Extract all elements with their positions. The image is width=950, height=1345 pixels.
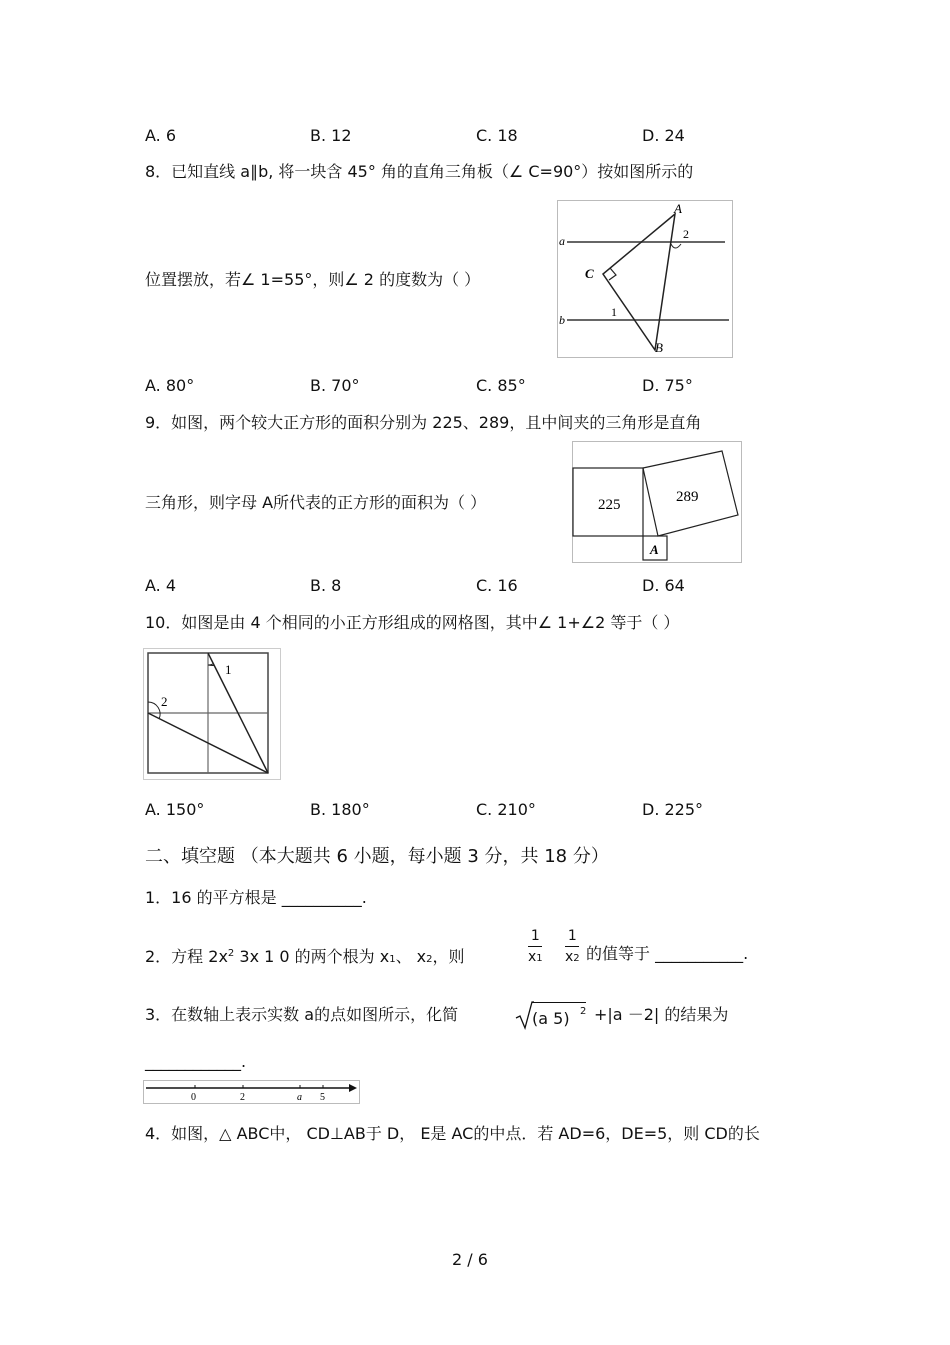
radicand-exponent: 2 [580,1006,587,1017]
q10-option-b: B. 180° [310,800,370,819]
radicand-text: (a 5) [532,1009,570,1028]
tick-label-0: 0 [191,1092,196,1103]
fill-q2-sep: 、 x [395,947,427,966]
fill-q2-sub1: 1 [389,954,396,965]
q8-option-c: C. 85° [476,376,526,395]
sqrt-vinculum [532,1002,586,1003]
label-289: 289 [676,489,699,505]
axis-arrow [349,1084,357,1092]
label-angle-1: 1 [225,662,232,677]
tick-label-a: a [297,1092,302,1103]
q10-option-c: C. 210° [476,800,536,819]
q10-option-a: A. 150° [145,800,205,819]
q8-figure-frame [558,201,733,358]
fill-q2-exponent: 2 [227,948,235,959]
q8-option-d: D. 75° [642,376,693,395]
fraction-2-numerator: 1 [567,928,577,944]
q9-option-b: B. 8 [310,576,342,595]
fill-q2-middle: 3x 1 0 的两个根为 x [234,947,390,966]
fraction-1-denominator: x [528,949,537,965]
q9-stem-line1: 9．如图，两个较大正方形的面积分别为 225、289，且中间夹的三角形是直角 [145,413,702,432]
q9-option-a: A. 4 [145,576,177,595]
q8-option-a: A. 80° [145,376,195,395]
fill-q3-radicand [532,1009,570,1029]
fill-q3-line1b: +|a －2| 的结果为 [594,1005,729,1024]
q7-option-b: B. 12 [310,126,352,145]
number-line-frame [144,1081,360,1104]
q9-option-c: C. 16 [476,576,518,595]
q8-option-b: B. 70° [310,376,360,395]
fill-q2-suffix: 的值等于 ___________. [586,944,749,963]
q7-option-d: D. 24 [642,126,685,145]
sqrt-sign [514,1000,534,1030]
fraction-2-denominator: x [565,949,574,965]
q9-option-d: D. 64 [642,576,685,595]
fill-q2-sub2: 2 [426,954,433,965]
label-angle-2: 2 [161,694,168,709]
label-C: C [585,266,594,281]
q10-option-d: D. 225° [642,800,704,819]
angle-2-arc [671,244,681,248]
label-a: a [559,234,565,248]
label-angle-2: 2 [683,227,689,241]
right-angle-mark [609,268,616,280]
fill-q3-line1a: 3．在数轴上表示实数 a的点如图所示，化简 [145,1005,459,1024]
section-fill-in-heading: 二、填空题 （本大题共 6 小题，每小题 3 分，共 18 分） [145,846,609,867]
fill-q2-text [145,944,465,970]
number-line [143,1080,360,1104]
fraction-2-den-sub: 2 [573,953,580,964]
fraction-1-over-x1 [528,928,543,965]
q10-stem: 10．如图是由 4 个相同的小正方形组成的网格图，其中∠ 1+∠2 等于（ ） [145,613,680,632]
label-B: B [655,340,663,355]
q9-figure [572,441,742,563]
fill-q3-blank: ____________. [145,1052,247,1071]
fraction-1-den-sub: 1 [536,953,543,964]
q9-stem-line2: 三角形，则字母 A所代表的正方形的面积为（ ） [145,493,487,512]
label-angle-1: 1 [611,305,617,319]
angle-1-arc-b [208,664,213,665]
q7-option-c: C. 18 [476,126,518,145]
fill-q1: 1．16 的平方根是 __________. [145,888,367,907]
page-number: 2 / 6 [452,1250,488,1269]
fraction-1-numerator: 1 [530,928,540,944]
tick-label-2: 2 [240,1092,245,1103]
triangle-abc [603,214,675,350]
tick-label-5: 5 [320,1092,325,1103]
fraction-1-over-x2 [565,928,580,965]
q10-figure [143,648,281,780]
q8-stem-line1: 8．已知直线 a∥b, 将一块含 45° 角的直角三角板（∠ C=90°）按如图所示的 [145,162,694,181]
fill-q4: 4．如图，△ ABC中， CD⊥AB于 D， E是 AC的中点．若 AD=6，DE=5，则 CD的长 [145,1124,760,1143]
q8-stem-line2: 位置摆放，若∠ 1=55°，则∠ 2 的度数为（ ） [145,270,481,289]
fill-q2-then: ，则 [432,947,465,966]
label-square-a: A [650,542,659,557]
q7-option-a: A. 6 [145,126,177,145]
fill-q2-prefix: 2．方程 2x [145,947,228,966]
label-b: b [559,313,565,327]
label-225: 225 [598,497,621,513]
label-A: A [674,201,682,216]
q8-figure [557,200,733,358]
q10-figure-frame [144,649,281,780]
